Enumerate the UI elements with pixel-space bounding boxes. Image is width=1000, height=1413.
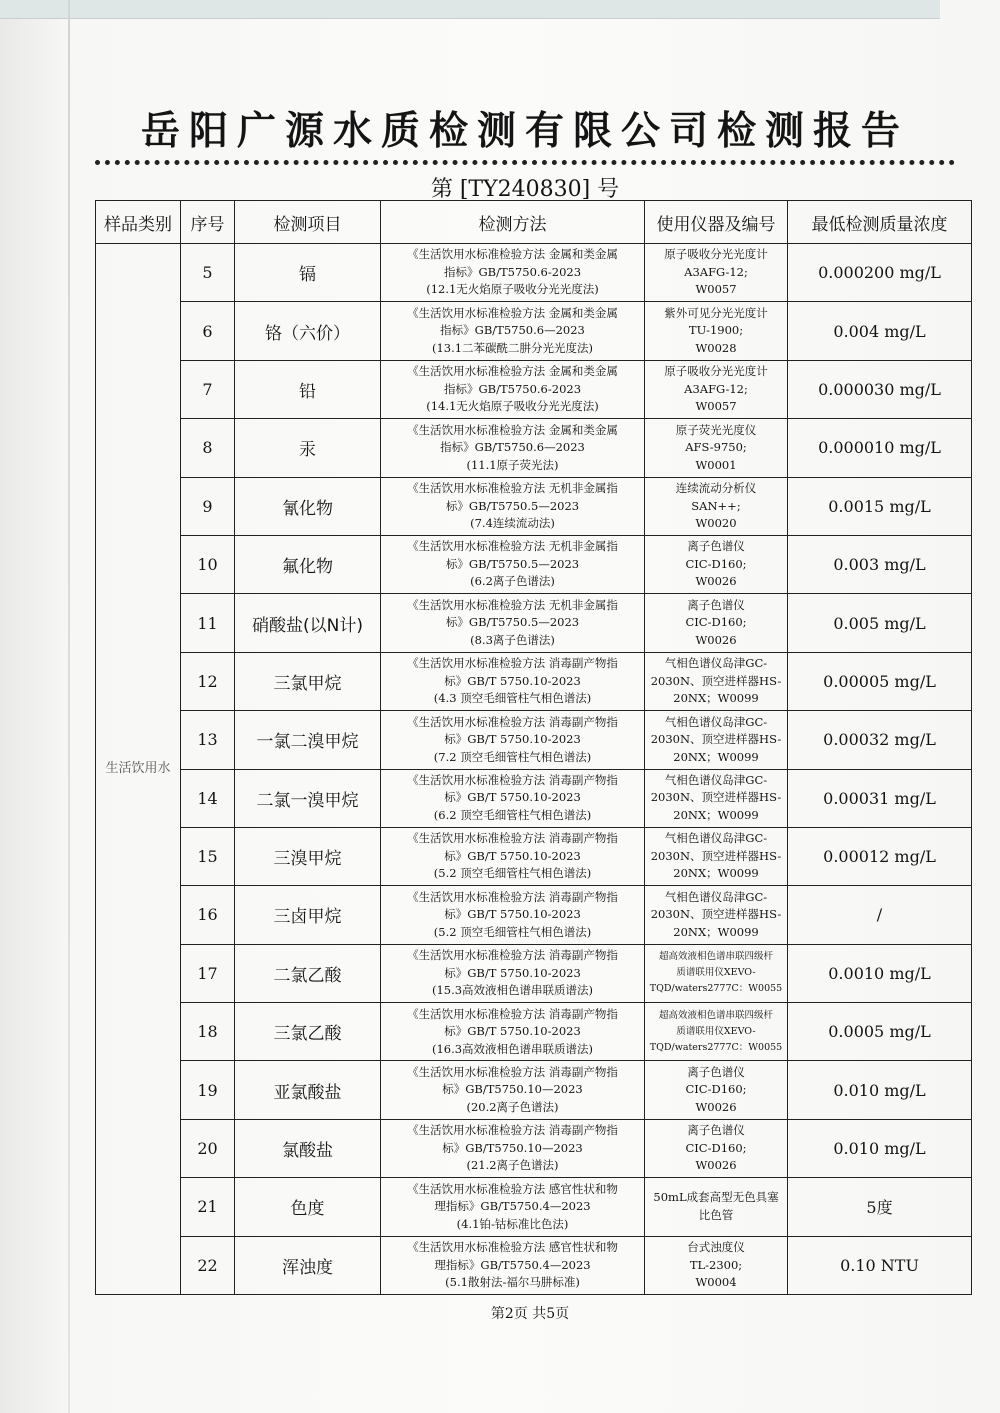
instrument-line: 50mL成套高型无色具塞 <box>653 1190 779 1205</box>
instrument-cell <box>645 652 788 710</box>
method-line: 标》GB/T 5750.10-2023 <box>444 673 581 688</box>
method-line: (20.2离子色谱法) <box>466 1099 559 1114</box>
table-row <box>96 944 972 1002</box>
serial-no-cell: 11 <box>181 594 235 652</box>
instrument-line: W0028 <box>695 340 737 355</box>
test-item-cell: 镉 <box>235 244 381 302</box>
table-row <box>96 711 972 769</box>
instrument-line: 质谱联用仪XEVO- <box>676 967 756 979</box>
table-row <box>96 535 972 593</box>
serial-no-cell: 22 <box>181 1236 235 1294</box>
serial-no-cell: 19 <box>181 1061 235 1119</box>
instrument-line: W0026 <box>695 574 737 589</box>
instrument-line: W0020 <box>695 516 737 530</box>
instrument-cell <box>645 360 788 418</box>
method-line: 《生活饮用水标准检验方法 消毒副产物指 <box>407 831 618 846</box>
instrument-line: 气相色谱仪岛津GC- <box>664 889 768 904</box>
instrument-line: W0057 <box>695 282 737 297</box>
method-line: 《生活饮用水标准检验方法 消毒副产物指 <box>407 772 618 787</box>
method-line: (21.2离子色谱法) <box>466 1158 559 1173</box>
test-item-cell: 二氯乙酸 <box>235 944 381 1002</box>
min-detection-conc-cell: 0.005 mg/L <box>788 594 972 652</box>
method-line: 《生活饮用水标准检验方法 无机非金属指 <box>407 481 618 495</box>
instrument-line: 2030N、顶空进样器HS- <box>650 673 782 688</box>
instrument-cell <box>645 244 788 302</box>
test-method-cell <box>381 652 645 710</box>
test-item-cell: 浑浊度 <box>235 1236 381 1294</box>
method-line: 标》GB/T5750.5—2023 <box>445 615 580 630</box>
method-line: 标》GB/T 5750.10-2023 <box>444 848 581 863</box>
method-line: 《生活饮用水标准检验方法 金属和类金属 <box>407 422 618 437</box>
method-line: (6.2 顶空毛细管柱气相色谱法) <box>433 807 592 822</box>
instrument-line: 原子吸收分光光度计 <box>664 364 768 379</box>
method-line: 标》GB/T 5750.10-2023 <box>444 790 581 805</box>
serial-no-cell: 6 <box>181 302 235 360</box>
instrument-line: 超高效液相色谱串联四级杆 <box>658 1009 773 1021</box>
table-row <box>96 360 972 418</box>
instrument-line: 离子色谱仪 <box>687 1123 745 1138</box>
test-method-cell <box>381 1061 645 1119</box>
instrument-cell <box>645 1003 788 1061</box>
instrument-line: CIC-D160; <box>685 556 747 571</box>
method-line: 《生活饮用水标准检验方法 消毒副产物指 <box>407 1064 618 1079</box>
test-item-cell: 氯酸盐 <box>235 1119 381 1177</box>
test-item-cell: 三卤甲烷 <box>235 886 381 944</box>
method-line: 《生活饮用水标准检验方法 感官性状和物 <box>407 1240 618 1255</box>
method-line: (13.1二苯碳酰二肼分光光度法) <box>431 340 594 355</box>
instrument-cell <box>645 1236 788 1294</box>
test-item-cell: 氰化物 <box>235 477 381 535</box>
instrument-line: AFS-9750; <box>685 440 747 455</box>
method-line: 理指标》GB/T5750.4—2023 <box>434 1199 591 1214</box>
instrument-line: W0026 <box>695 1158 737 1173</box>
method-line: 标》GB/T5750.5—2023 <box>445 556 580 571</box>
method-line: (16.3高效液相色谱串联质谱法) <box>431 1041 594 1056</box>
test-method-cell <box>381 1178 645 1236</box>
instrument-line: 20NX；W0099 <box>673 691 759 706</box>
instrument-line: 气相色谱仪岛津GC- <box>664 831 768 846</box>
instrument-line: W0026 <box>695 632 737 647</box>
method-line: 指标》GB/T5750.6-2023 <box>443 264 582 279</box>
test-method-cell <box>381 1003 645 1061</box>
table-row <box>96 1003 972 1061</box>
method-line: (5.1散射法-福尔马肼标准) <box>445 1275 580 1290</box>
header-test-method: 检测方法 <box>381 201 645 244</box>
instrument-line: 超高效液相色谱串联四级杆 <box>658 951 773 963</box>
serial-no-cell: 9 <box>181 477 235 535</box>
method-line: (5.2 顶空毛细管柱气相色谱法) <box>433 924 592 939</box>
serial-no-cell: 13 <box>181 711 235 769</box>
min-detection-conc-cell: 0.004 mg/L <box>788 302 972 360</box>
instrument-line: 气相色谱仪岛津GC- <box>664 656 768 671</box>
paper-fold-line <box>68 0 70 1413</box>
instrument-line: 离子色谱仪 <box>687 539 745 554</box>
serial-no-cell: 17 <box>181 944 235 1002</box>
instrument-cell <box>645 827 788 885</box>
min-detection-conc-cell: 0.00032 mg/L <box>788 711 972 769</box>
method-line: (7.4连续流动法) <box>470 516 555 530</box>
test-method-cell <box>381 886 645 944</box>
method-line: 《生活饮用水标准检验方法 消毒副产物指 <box>407 948 618 963</box>
instrument-line: 原子荧光光度仪 <box>675 422 757 437</box>
test-method-cell <box>381 244 645 302</box>
instrument-cell <box>645 769 788 827</box>
serial-no-cell: 18 <box>181 1003 235 1061</box>
instrument-line: 气相色谱仪岛津GC- <box>664 714 768 729</box>
table-row <box>96 302 972 360</box>
instrument-line: 台式浊度仪 <box>687 1240 745 1255</box>
test-item-cell: 铬（六价） <box>235 302 381 360</box>
method-line: 《生活饮用水标准检验方法 金属和类金属 <box>407 247 618 262</box>
test-item-cell: 色度 <box>235 1178 381 1236</box>
serial-no-cell: 15 <box>181 827 235 885</box>
instrument-line: W0057 <box>695 399 737 414</box>
table-row <box>96 477 972 535</box>
table-row <box>96 1236 972 1294</box>
instrument-cell <box>645 1061 788 1119</box>
instrument-line: TU-1900; <box>688 323 744 338</box>
instrument-line: A3AFG-12; <box>684 381 748 396</box>
header-instrument: 使用仪器及编号 <box>645 201 788 244</box>
method-line: (8.3离子色谱法) <box>470 632 555 647</box>
header-test-item: 检测项目 <box>235 201 381 244</box>
table-row <box>96 1178 972 1236</box>
min-detection-conc-cell: 5度 <box>788 1178 972 1236</box>
test-item-cell: 亚氯酸盐 <box>235 1061 381 1119</box>
method-line: 《生活饮用水标准检验方法 消毒副产物指 <box>407 656 618 671</box>
instrument-line: 气相色谱仪岛津GC- <box>664 772 768 787</box>
results-table-wrapper <box>95 200 971 1295</box>
test-method-cell <box>381 827 645 885</box>
min-detection-conc-cell: 0.10 NTU <box>788 1236 972 1294</box>
instrument-cell <box>645 419 788 477</box>
table-body <box>96 244 972 1295</box>
table-row <box>96 1061 972 1119</box>
method-line: 《生活饮用水标准检验方法 感官性状和物 <box>407 1181 618 1196</box>
method-line: 《生活饮用水标准检验方法 消毒副产物指 <box>407 1006 618 1021</box>
test-item-cell: 三氯甲烷 <box>235 652 381 710</box>
serial-no-cell: 8 <box>181 419 235 477</box>
serial-no-cell: 10 <box>181 535 235 593</box>
instrument-line: 20NX；W0099 <box>673 749 759 764</box>
test-method-cell <box>381 419 645 477</box>
method-line: 指标》GB/T5750.6—2023 <box>440 323 585 338</box>
header-serial-no: 序号 <box>181 201 235 244</box>
instrument-line: 连续流动分析仪 <box>675 481 757 495</box>
report-title: 岳阳广源水质检测有限公司检测报告 <box>140 109 909 154</box>
min-detection-conc-cell: 0.010 mg/L <box>788 1119 972 1177</box>
instrument-line: CIC-D160; <box>685 615 747 630</box>
instrument-cell <box>645 711 788 769</box>
instrument-line: 离子色谱仪 <box>687 1064 745 1079</box>
instrument-line: TL-2300; <box>689 1257 743 1272</box>
instrument-line: TQD/waters2777C：W0055 <box>649 1041 783 1053</box>
min-detection-conc-cell: 0.003 mg/L <box>788 535 972 593</box>
instrument-line: 紫外可见分光光度计 <box>664 305 768 320</box>
test-item-cell: 二氯一溴甲烷 <box>235 769 381 827</box>
page-footer: 第2页 共5页 <box>490 1306 570 1322</box>
table-row <box>96 652 972 710</box>
instrument-line: 比色管 <box>698 1207 734 1222</box>
method-line: 《生活饮用水标准检验方法 无机非金属指 <box>407 539 618 554</box>
method-line: 标》GB/T 5750.10-2023 <box>444 1024 581 1039</box>
instrument-line: 离子色谱仪 <box>687 597 745 612</box>
method-line: 《生活饮用水标准检验方法 金属和类金属 <box>407 305 618 320</box>
test-method-cell <box>381 1119 645 1177</box>
table-header-row <box>96 201 972 244</box>
min-detection-conc-cell: 0.00012 mg/L <box>788 827 972 885</box>
method-line: 《生活饮用水标准检验方法 无机非金属指 <box>407 597 618 612</box>
min-detection-conc-cell: 0.0010 mg/L <box>788 944 972 1002</box>
method-line: 标》GB/T 5750.10-2023 <box>444 732 581 747</box>
method-line: (15.3高效液相色谱串联质谱法) <box>431 983 594 998</box>
min-detection-conc-cell: 0.0015 mg/L <box>788 477 972 535</box>
instrument-line: 2030N、顶空进样器HS- <box>650 790 782 805</box>
instrument-cell <box>645 1119 788 1177</box>
serial-no-cell: 21 <box>181 1178 235 1236</box>
instrument-line: W0001 <box>695 457 737 472</box>
method-line: (6.2离子色谱法) <box>470 574 555 589</box>
min-detection-conc-cell: 0.0005 mg/L <box>788 1003 972 1061</box>
instrument-cell <box>645 594 788 652</box>
method-line: 指标》GB/T5750.6—2023 <box>440 440 585 455</box>
table-row <box>96 419 972 477</box>
instrument-line: W0004 <box>695 1275 737 1290</box>
min-detection-conc-cell: 0.000010 mg/L <box>788 419 972 477</box>
method-line: (4.3 顶空毛细管柱气相色谱法) <box>433 691 592 706</box>
test-item-cell: 一氯二溴甲烷 <box>235 711 381 769</box>
method-line: 理指标》GB/T5750.4—2023 <box>434 1257 591 1272</box>
serial-no-cell: 12 <box>181 652 235 710</box>
method-line: 标》GB/T 5750.10-2023 <box>444 965 581 980</box>
method-line: 《生活饮用水标准检验方法 消毒副产物指 <box>407 714 618 729</box>
test-item-cell: 三溴甲烷 <box>235 827 381 885</box>
method-line: 标》GB/T 5750.10-2023 <box>444 907 581 922</box>
report-number: 第 [TY240830] 号 <box>430 177 620 202</box>
serial-no-cell: 7 <box>181 360 235 418</box>
instrument-line: CIC-D160; <box>685 1140 747 1155</box>
serial-no-cell: 16 <box>181 886 235 944</box>
header-sample-category: 样品类别 <box>96 201 181 244</box>
method-line: 《生活饮用水标准检验方法 消毒副产物指 <box>407 1123 618 1138</box>
instrument-line: 20NX；W0099 <box>673 924 759 939</box>
method-line: (12.1无火焰原子吸收分光光度法) <box>426 282 599 297</box>
test-method-cell <box>381 594 645 652</box>
instrument-line: 原子吸收分光光度计 <box>664 247 768 262</box>
min-detection-conc-cell: 0.00031 mg/L <box>788 769 972 827</box>
instrument-cell <box>645 535 788 593</box>
min-detection-conc-cell: 0.000200 mg/L <box>788 244 972 302</box>
test-method-cell <box>381 1236 645 1294</box>
serial-no-cell: 20 <box>181 1119 235 1177</box>
table-row <box>96 827 972 885</box>
min-detection-conc-cell: 0.00005 mg/L <box>788 652 972 710</box>
instrument-line: 2030N、顶空进样器HS- <box>650 848 782 863</box>
serial-no-cell: 5 <box>181 244 235 302</box>
method-line: (11.1原子荧光法) <box>466 457 559 472</box>
test-method-cell <box>381 944 645 1002</box>
instrument-line: 2030N、顶空进样器HS- <box>650 732 782 747</box>
dotted-separator <box>95 160 955 171</box>
table-row <box>96 769 972 827</box>
serial-no-cell: 14 <box>181 769 235 827</box>
test-item-cell: 氟化物 <box>235 535 381 593</box>
method-line: 标》GB/T5750.10—2023 <box>442 1082 583 1097</box>
table-row <box>96 594 972 652</box>
instrument-line: SAN++; <box>691 498 741 513</box>
test-item-cell: 硝酸盐(以N计) <box>235 594 381 652</box>
method-line: 《生活饮用水标准检验方法 金属和类金属 <box>407 364 618 379</box>
test-item-cell: 汞 <box>235 419 381 477</box>
instrument-cell <box>645 886 788 944</box>
method-line: 指标》GB/T5750.6-2023 <box>443 381 582 396</box>
method-line: 标》GB/T5750.10—2023 <box>442 1140 583 1155</box>
instrument-line: 质谱联用仪XEVO- <box>676 1025 756 1037</box>
instrument-line: CIC-D160; <box>685 1082 747 1097</box>
instrument-line: A3AFG-12; <box>684 264 748 279</box>
instrument-line: W0026 <box>695 1099 737 1114</box>
instrument-line: TQD/waters2777C：W0055 <box>649 983 783 995</box>
table-row <box>96 886 972 944</box>
results-table <box>95 200 972 1295</box>
method-line: (4.1铂-钴标准比色法) <box>456 1216 569 1231</box>
method-line: (7.2 顶空毛细管柱气相色谱法) <box>433 749 592 764</box>
top-paper-strip <box>0 0 940 19</box>
test-method-cell <box>381 302 645 360</box>
test-method-cell <box>381 477 645 535</box>
min-detection-conc-cell: 0.010 mg/L <box>788 1061 972 1119</box>
method-line: (5.2 顶空毛细管柱气相色谱法) <box>433 866 592 881</box>
min-detection-conc-cell: / <box>788 886 972 944</box>
test-item-cell: 三氯乙酸 <box>235 1003 381 1061</box>
instrument-cell <box>645 477 788 535</box>
sample-category-cell: 生活饮用水 <box>96 244 181 1295</box>
table-row <box>96 244 972 302</box>
instrument-line: 20NX；W0099 <box>673 866 759 881</box>
instrument-cell <box>645 1178 788 1236</box>
method-line: 标》GB/T5750.5—2023 <box>445 498 580 513</box>
test-method-cell <box>381 711 645 769</box>
instrument-line: 2030N、顶空进样器HS- <box>650 907 782 922</box>
instrument-line: 20NX；W0099 <box>673 807 759 822</box>
table-row <box>96 1119 972 1177</box>
test-method-cell <box>381 360 645 418</box>
instrument-cell <box>645 944 788 1002</box>
test-item-cell: 铅 <box>235 360 381 418</box>
method-line: (14.1无火焰原子吸收分光光度法) <box>426 399 599 414</box>
test-method-cell <box>381 535 645 593</box>
min-detection-conc-cell: 0.000030 mg/L <box>788 360 972 418</box>
method-line: 《生活饮用水标准检验方法 消毒副产物指 <box>407 889 618 904</box>
test-method-cell <box>381 769 645 827</box>
instrument-cell <box>645 302 788 360</box>
header-min-detection-conc: 最低检测质量浓度 <box>788 201 972 244</box>
